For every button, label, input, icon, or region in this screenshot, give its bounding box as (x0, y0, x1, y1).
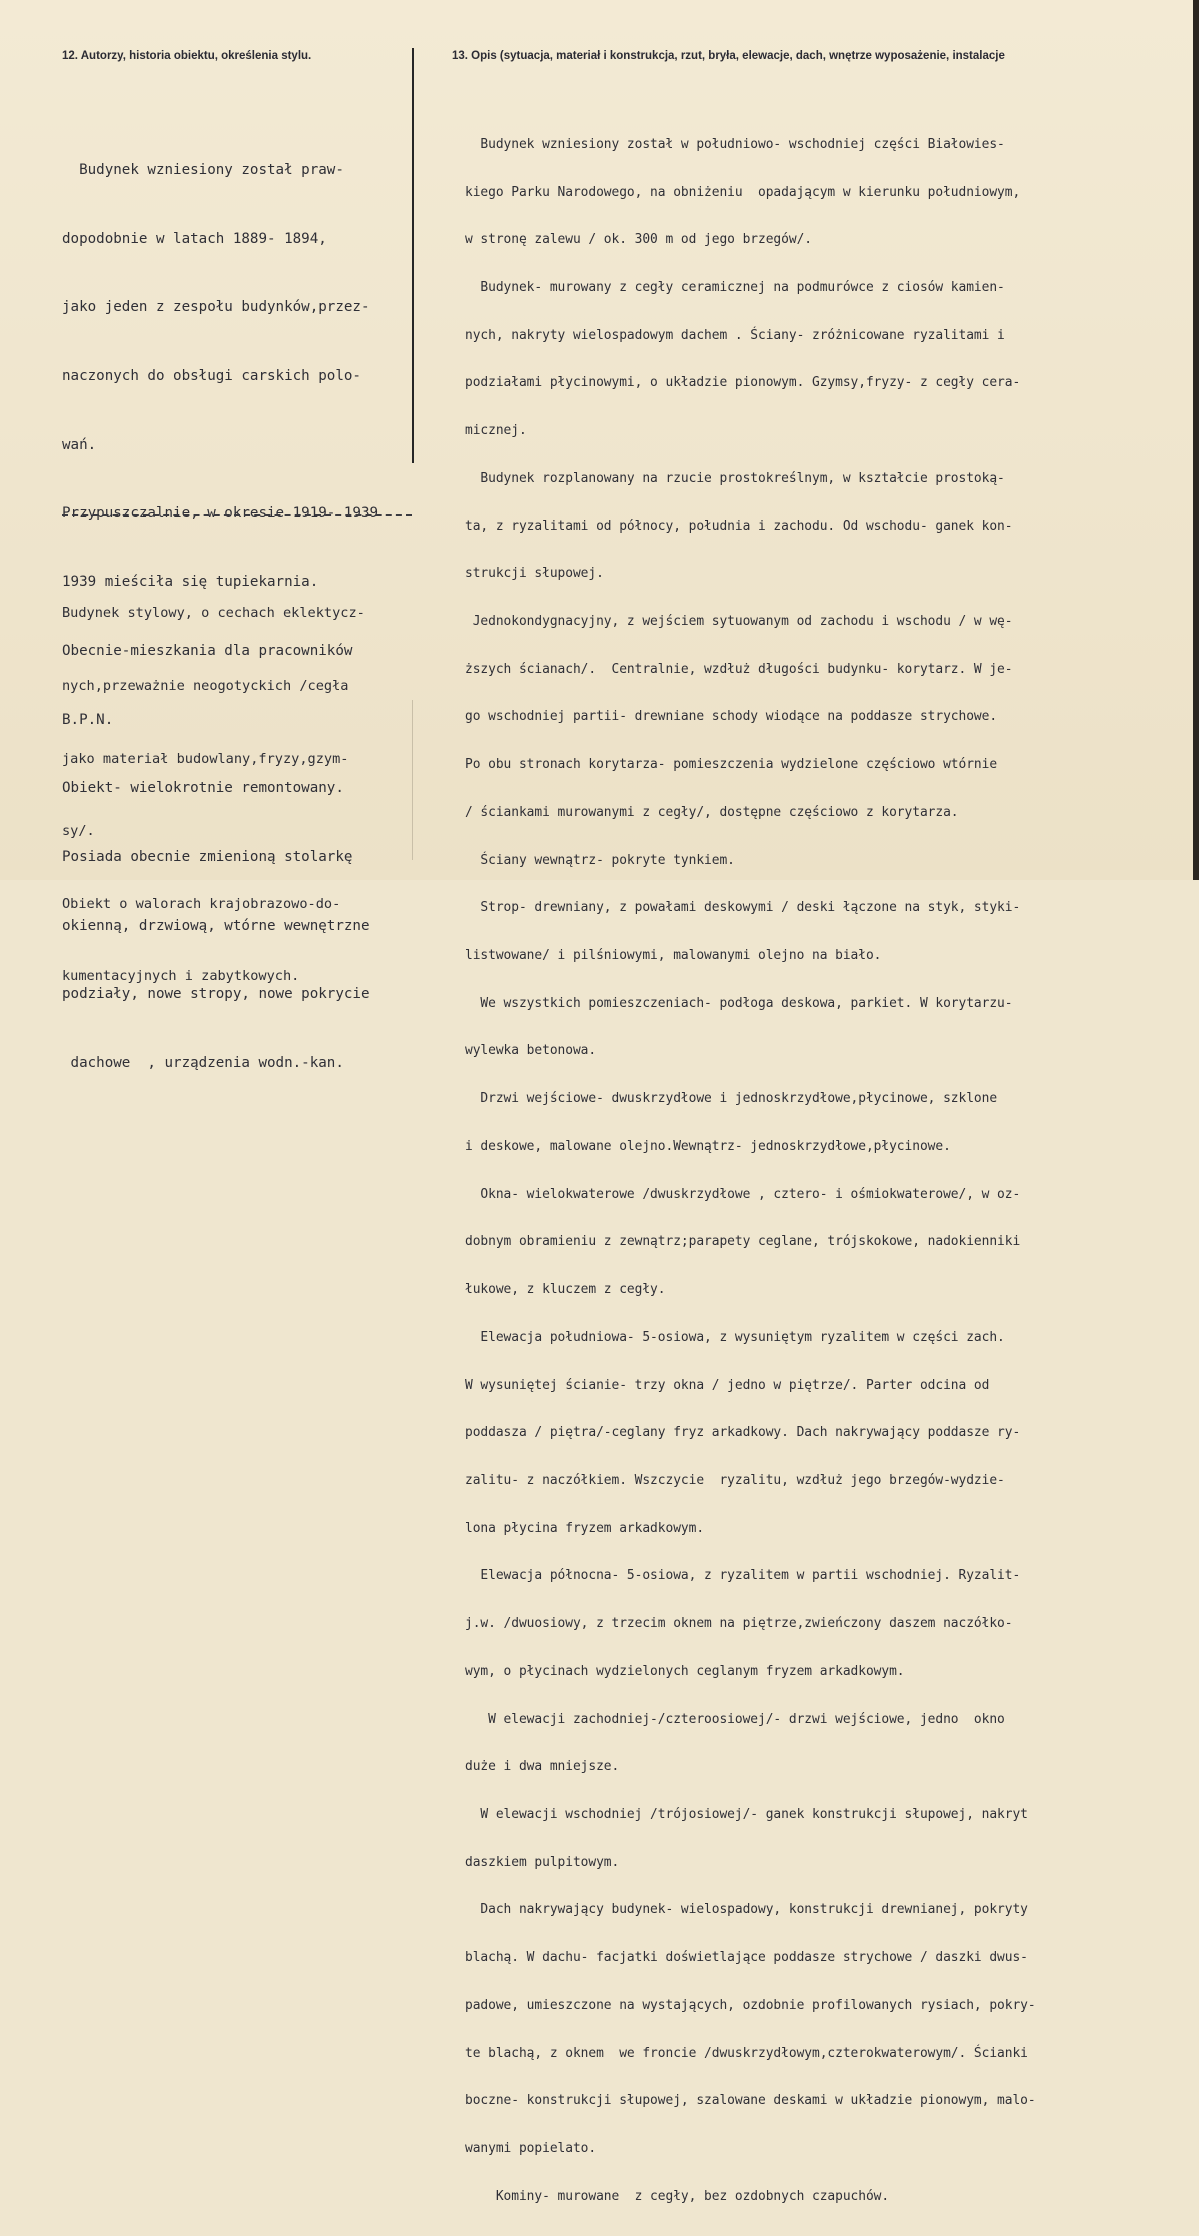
text-line: Jednokondygnacyjny, z wejściem sytuowanym od zachodu i wschodu / w wę- (465, 614, 1013, 629)
text-line: w stronę zalewu / ok. 300 m od jego brzegów/. (465, 232, 812, 248)
text-line: Obiekt o walorach krajobrazowo-do- (62, 895, 341, 912)
text-line: W wysuniętej ścianie- trzy okna / jedno w piętrze/. Parter odcina od (465, 1377, 990, 1393)
text-line: We wszystkich pomieszczeniach- podłoga deskowa, parkiet. W korytarzu- (465, 995, 1013, 1011)
text-line: Po obu stronach korytarza- pomieszczenia wydzielone częściowo wtórnie (465, 757, 998, 773)
text-line: blachą. W dachu- facjatki doświetlające poddasze strychowe / daszki dwus- (465, 1950, 1028, 1966)
text-line: jako jeden z zespołu budynków,przez- (62, 299, 370, 316)
text-line: ższych ścianach/. Centralnie, wzdłuż długości budynku- korytarz. W je- (465, 661, 1013, 677)
text-line: Budynek rozplanowany na rzucie prostokreślnym, w kształcie prostoką- (465, 470, 1005, 486)
text-line: nych,przeważnie neogotyckich /cegła (62, 678, 349, 695)
text-line: kumentacyjnych i zabytkowych. (62, 968, 300, 985)
text-line: okienną, drzwiową, wtórne wewnętrzne (62, 917, 370, 934)
text-line: wanymi popielato. (465, 2141, 597, 2156)
text-line: i deskowe, malowane olejno.Wewnątrz- jednoskrzydłowe,płycinowe. (465, 1138, 951, 1154)
text-line: Budynek- murowany z cegły ceramicznej na podmurówce z ciosów kamien- (465, 279, 1005, 295)
text-line: Elewacja południowa- 5-osiowa, z wysuniętym ryzalitem w części zach. (465, 1329, 1005, 1345)
text-line: duże i dwa mniejsze. (465, 1759, 620, 1775)
text-line: lona płycina fryzem arkadkowym. (465, 1520, 705, 1536)
text-line: wań. (62, 436, 97, 453)
text-line: 1939 mieściła się tupiekarnia. (62, 574, 319, 591)
style-text-block (62, 553, 442, 1037)
section-13-heading: 13. Opis (sytuacja, materiał i konstrukcja, rzut, bryła, elewacje, dach, wnętrze wyposażenie, instalacje (452, 50, 1005, 62)
text-line: j.w. /dwuosiowy, z trzecim oknem na piętrze,zwieńczony daszem naczółko- (465, 1616, 1013, 1632)
text-line: W elewacji zachodniej-/czteroosiowej/- drzwi wejściowe, jedno okno (465, 1711, 1005, 1727)
text-line: boczne- konstrukcji słupowej, szalowane deskami w układzie pionowym, malo- (465, 2093, 1036, 2109)
text-line: micznej. (465, 423, 527, 439)
text-line: Obiekt- wielokrotnie remontowany. (62, 780, 344, 797)
description-text-block (465, 105, 1195, 2236)
text-line: dopodobnie w latach 1889- 1894, (62, 230, 327, 247)
text-line: naczonych do obsługi carskich polo- (62, 367, 361, 384)
text-line: zalitu- z naczółkiem. Wszczycie ryzalitu, wzdłuż jego brzegów-wydzie- (465, 1472, 1005, 1488)
text-line: B.P.N. (62, 711, 114, 728)
text-line: jako materiał budowlany,fryzy,gzym- (62, 750, 349, 767)
text-line: sy/. (62, 823, 95, 840)
text-line: ta, z ryzalitami od północy, południa i zachodu. Od wschodu- ganek kon- (465, 518, 1013, 534)
text-line: Przypuszczalnie, w okresie 1919- 1939 (62, 505, 379, 522)
text-line: podziały, nowe stropy, nowe pokrycie (62, 986, 370, 1003)
text-line: dachowe , urządzenia wodn.-kan. (62, 1055, 344, 1072)
text-line: te blachą, z oknem we froncie /dwuskrzydłowym,czterokwaterowym/. Ścianki (465, 2045, 1028, 2061)
text-line: / ściankami murowanymi z cegły/, dostępne częściowo z korytarza. (465, 804, 959, 820)
text-line: łukowe, z kluczem z cegły. (465, 1282, 666, 1298)
text-line: Budynek stylowy, o cechach eklektycz- (62, 605, 365, 622)
text-line: Kominy- murowane z cegły, bez ozdobnych czapuchów. (465, 2188, 890, 2204)
text-line: padowe, umieszczone na wystających, ozdobnie profilowanych rysiach, pokry- (465, 1997, 1036, 2013)
text-line: kiego Parku Narodowego, na obniżeniu opadającym w kierunku południowym, (465, 184, 1021, 200)
text-line: wym, o płycinach wydzielonych ceglanym fryzem arkadkowym. (465, 1663, 905, 1679)
text-line: Strop- drewniany, z powałami deskowymi / deski łączone na styk, styki- (465, 900, 1021, 916)
text-line: Dach nakrywający budynek- wielospadowy, konstrukcji drewnianej, pokryty (465, 1902, 1028, 1918)
text-line: Ściany wewnątrz- pokryte tynkiem. (465, 852, 735, 868)
text-line: nych, nakryty wielospadowym dachem . Ściany- zróżnicowane ryzalitami i (465, 327, 1005, 343)
text-line: podziałami płycinowymi, o układzie pionowym. Gzymsy,fryzy- z cegły cera- (465, 375, 1021, 391)
text-line: wylewka betonowa. (465, 1043, 597, 1059)
text-line: Elewacja północna- 5-osiowa, z ryzalitem w partii wschodniej. Ryzalit- (465, 1568, 1021, 1584)
text-line: Budynek wzniesiony został praw- (62, 161, 344, 178)
text-line: strukcji słupowej. (465, 566, 604, 582)
text-line: Okna- wielokwaterowe /dwuskrzydłowe , cztero- i ośmiokwaterowe/, w oz- (465, 1186, 1021, 1202)
dashed-separator (62, 514, 412, 516)
text-line: Budynek wzniesiony został w południowo- wschodniej części Białowies- (465, 136, 1005, 152)
text-line: daszkiem pulpitowym. (465, 1854, 620, 1870)
text-line: go wschodniej partii- drewniane schody wiodące na poddasze strychowe. (465, 709, 998, 725)
text-line: listwowane/ i pilśniowymi, malowanymi olejno na biało. (465, 948, 882, 964)
text-line: Posiada obecnie zmienioną stolarkę (62, 849, 353, 865)
text-line: W elewacji wschodniej /trójosiowej/- ganek konstrukcji słupowej, nakryt (465, 1806, 1028, 1822)
section-12-heading: 12. Autorzy, historia obiektu, określenia stylu. (62, 50, 312, 62)
text-line: Obecnie-mieszkania dla pracowników (62, 642, 353, 659)
text-line: Drzwi wejściowe- dwuskrzydłowe i jednoskrzydłowe,płycinowe, szklone (465, 1091, 998, 1107)
text-line: poddasza / piętra/-ceglany fryz arkadkowy. Dach nakrywający poddasze ry- (465, 1425, 1021, 1441)
text-line: dobnym obramieniu z zewnątrz;parapety ceglane, trójskokowe, nadokienniki (465, 1234, 1021, 1250)
